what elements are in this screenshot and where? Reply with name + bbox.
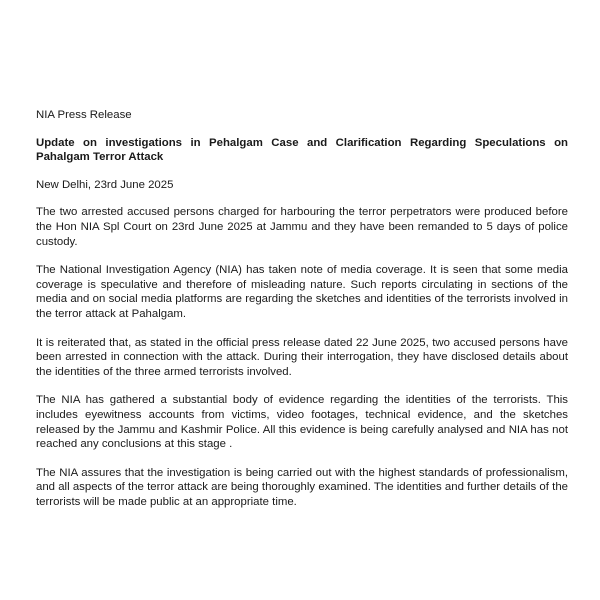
- paragraph-media-coverage: The National Investigation Agency (NIA) has taken note of media coverage. It is seen that some media coverage is speculative and therefore of misleading nature. Such reports circulating in sections of the media and on social media platforms are regarding the sketches and identities of the terrorists involved in the terror attack at Pahalgam.: [36, 264, 568, 320]
- press-release-title: Update on investigations in Pehalgam Case and Clarification Regarding Speculations on Pahalgam Terror Attack: [36, 136, 568, 164]
- paragraph-evidence: The NIA has gathered a substantial body of evidence regarding the identities of the terrorists. This includes eyewitness accounts from victims, video footages, technical evidence, and the sketches released by the Jammu and Kashmir Police. All this evidence is being carefully analysed and NIA has not reached any conclusions at this stage .: [36, 394, 568, 451]
- paragraph-custody: The two arrested accused persons charged for harbouring the terror perpetrators were produced before the Hon NIA Spl Court on 23rd June 2025 at Jammu and they have been remanded to 5 days of police custody.: [36, 206, 568, 248]
- dateline: New Delhi, 23rd June 2025: [36, 178, 174, 191]
- press-release-label: NIA Press Release: [36, 109, 132, 121]
- paragraph-arrests: It is reiterated that, as stated in the official press release dated 22 June 2025, two accused persons have been arrested in connection with the attack. During their interrogation, they have disclosed details about the identities of the three armed terrorists involved.: [36, 336, 568, 378]
- press-release-body: [36, 108, 568, 523]
- paragraph-assurance: The NIA assures that the investigation is being carried out with the highest standards of professionalism, and all aspects of the terror attack are being thoroughly examined. The identities and further details of the terrorists will be made public at an appropriate time.: [36, 466, 568, 508]
